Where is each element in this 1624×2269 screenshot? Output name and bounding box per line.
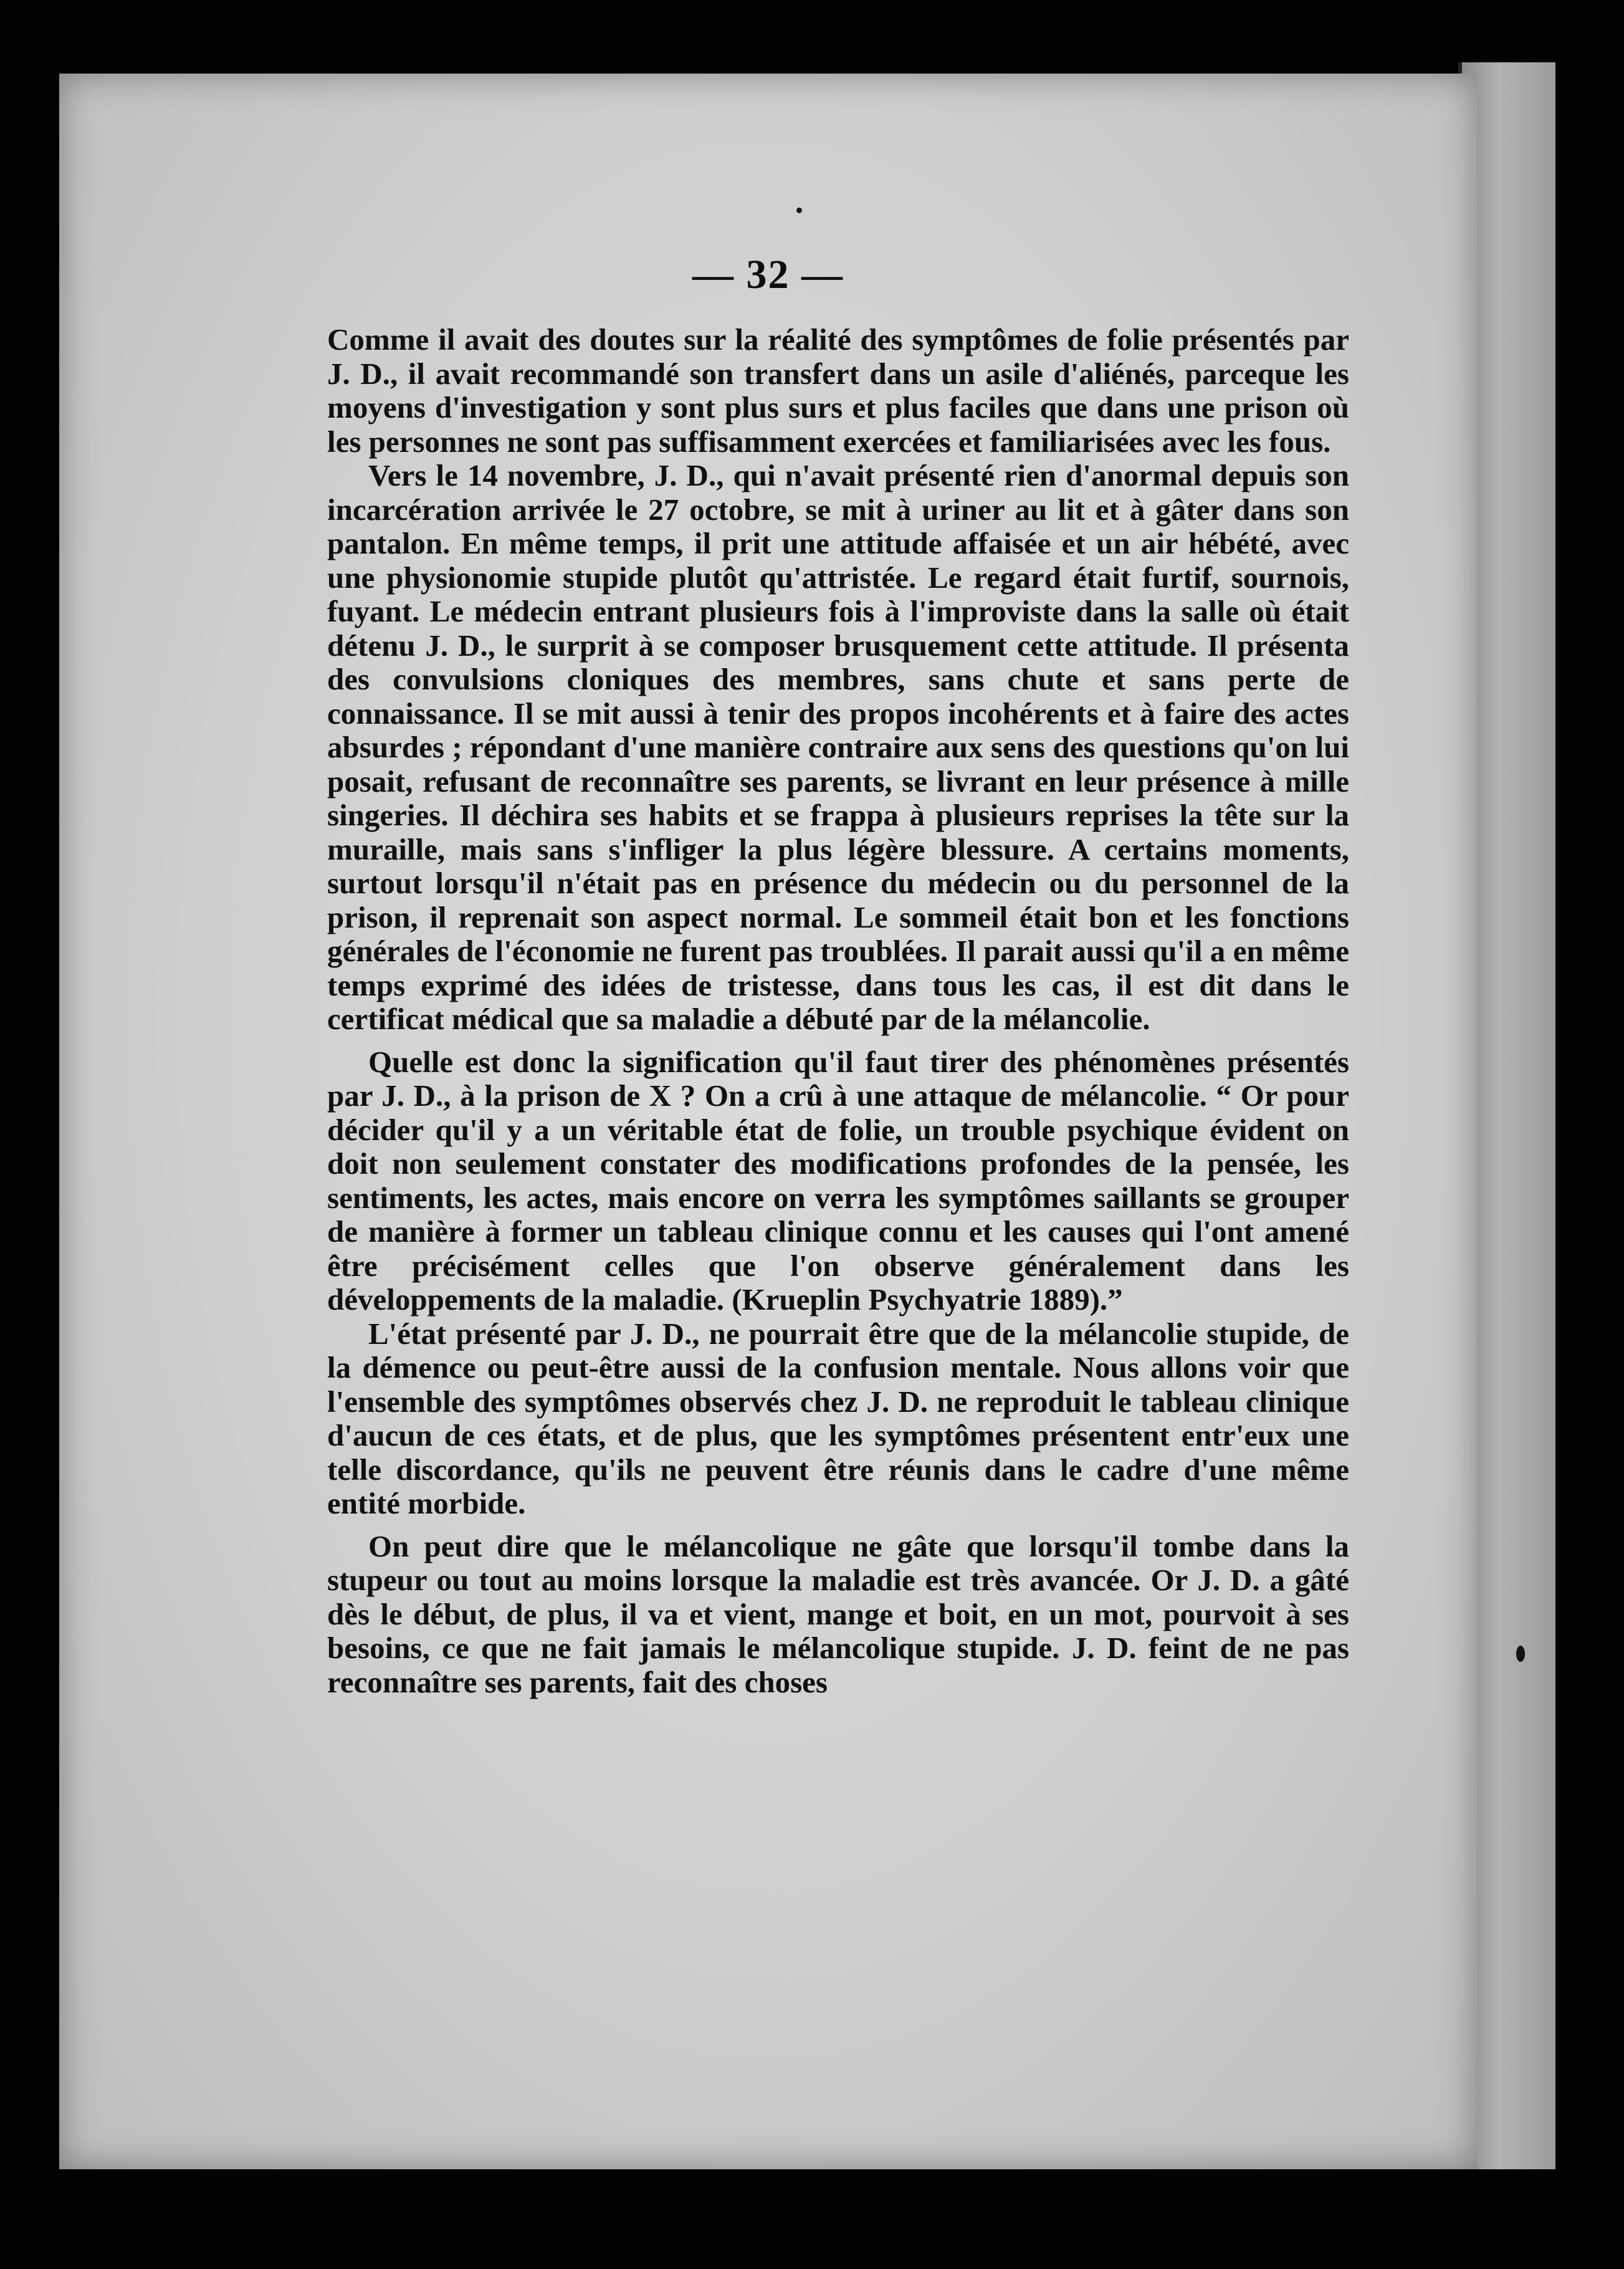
page-number: — 32 — [692, 252, 844, 297]
paragraph-3: Quelle est donc la signification qu'il faut tirer des phénomènes présentés par J. D., à la prison de X ? On a crû à une attaque de mélancolie. “ Or pour décider qu'il y a un véritable état de folie, un trouble psychique évident on doit non seulement constater des modifications profondes de la pensée, les sentiments, les actes, mais encore on verra les symptômes saillants se grouper de manière à former un tableau clinique connu et les causes qui l'ont amené être précisément celles que l'on observe généralement dans les développements de la maladie. (Krueplin Psychyatrie 1889).” [327, 1044, 1349, 1317]
scan-speck [796, 208, 802, 213]
paragraph-1: Comme il avait des doutes sur la réalité des symptômes de folie présentés par J. D., il avait recommandé son transfert dans un asile d'aliénés, parceque les moyens d'investigation y sont plus surs et plus faciles que dans une prison où les personnes ne sont pas suffisamment exercées et familiarisées avec les fous. [327, 322, 1349, 459]
paragraph-2: Vers le 14 novembre, J. D., qui n'avait présenté rien d'anormal depuis son incarcération arrivée le 27 octobre, se mit à uriner au lit et à gâter dans son pantalon. En même temps, il prit une attitude affaisée et un air hébété, avec une physionomie stupide plutôt qu'attristée. Le regard était furtif, sournois, fuyant. Le médecin entrant plusieurs fois à l'improviste dans la salle où était détenu J. D., le surprit à se composer brusquement cette attitude. Il présenta des convulsions cloniques des membres, sans chute et sans perte de connaissance. Il se mit aussi à tenir des propos incohérents et à faire des actes absurdes ; répondant d'une manière contraire aux sens des questions qu'on lui posait, refusant de reconnaître ses parents, se livrant en leur présence à mille singeries. Il déchira ses habits et se frappa à plusieurs reprises la tête sur la muraille, mais sans s'infliger la plus légère blessure. A certains moments, surtout lorsqu'il n'était pas en présence du médecin ou du personnel de la prison, il reprenait son aspect normal. Le sommeil était bon et les fonctions générales de l'économie ne furent pas troublées. Il parait aussi qu'il a en même temps exprimé des idées de tristesse, dans tous les cas, il est dit dans le certificat médical que sa maladie a débuté par de la mélancolie. [327, 458, 1349, 1036]
body-text [327, 323, 1349, 1699]
paragraph-5: On peut dire que le mélancolique ne gâte que lorsqu'il tombe dans la stupeur ou tout au moins lorsque la maladie est très avancée. Or J. D. a gâté dès le début, de plus, il va et vient, mange et boit, en un mot, pourvoit à ses besoins, ce que ne fait jamais le mélancolique stupide. J. D. feint de ne pas reconnaître ses parents, fait des choses [327, 1528, 1349, 1699]
document-page [59, 74, 1477, 2169]
paragraph-4: L'état présenté par J. D., ne pourrait être que de la mélancolie stupide, de la démence ou peut-être aussi de la confusion mentale. Nous allons voir que l'ensemble des symptômes observés chez J. D. ne reproduit le tableau clinique d'aucun de ces états, et de plus, que les symptômes présentent entr'eux une telle discordance, qu'ils ne peuvent être réunis dans le cadre d'une même entité morbide. [327, 1316, 1349, 1520]
scan-speck [1516, 1646, 1525, 1662]
